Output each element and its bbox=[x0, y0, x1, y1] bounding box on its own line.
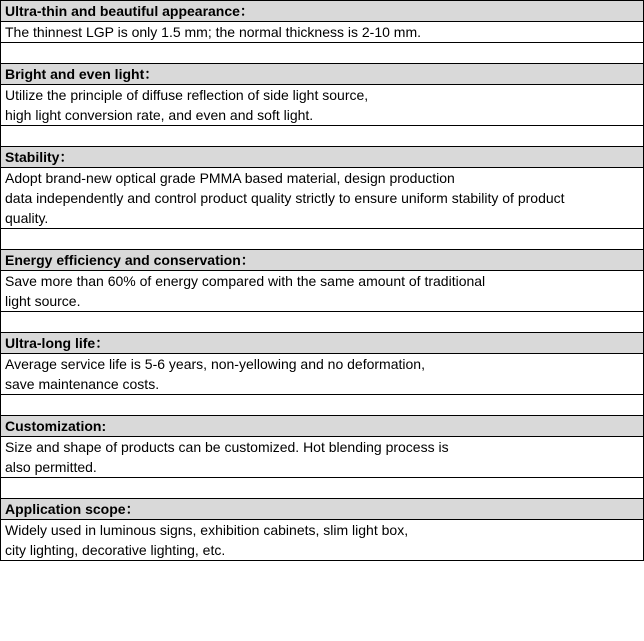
body-line: quality. bbox=[5, 210, 49, 226]
section-heading: Energy efficiency and conservation： bbox=[1, 250, 644, 271]
spacer-cell bbox=[1, 43, 644, 64]
section-header-row bbox=[1, 1, 644, 22]
spacer-cell bbox=[1, 312, 644, 333]
spacer-row bbox=[1, 126, 644, 147]
body-line: Widely used in luminous signs, exhibition cabinets, slim light box, bbox=[5, 522, 409, 538]
body-line: Utilize the principle of diffuse reflection of side light source, bbox=[5, 87, 369, 103]
spacer-row bbox=[1, 478, 644, 499]
spacer-cell bbox=[1, 395, 644, 416]
body-line: save maintenance costs. bbox=[5, 376, 160, 392]
body-line: Save more than 60% of energy compared with the same amount of traditional bbox=[5, 273, 486, 289]
section-body bbox=[1, 271, 644, 312]
body-line: Adopt brand-new optical grade PMMA based material, design production bbox=[5, 170, 455, 186]
section-header-row bbox=[1, 333, 644, 354]
section-body-row bbox=[1, 85, 644, 126]
section-heading: Ultra-thin and beautiful appearance： bbox=[1, 1, 644, 22]
body-line: high light conversion rate, and even and soft light. bbox=[5, 107, 314, 123]
section-body bbox=[1, 437, 644, 478]
body-line: Average service life is 5-6 years, non-yellowing and no deformation, bbox=[5, 356, 425, 372]
spacer-row bbox=[1, 312, 644, 333]
section-header-row bbox=[1, 250, 644, 271]
body-line: light source. bbox=[5, 293, 81, 309]
section-body-row bbox=[1, 520, 644, 561]
body-line: Size and shape of products can be customized. Hot blending process is bbox=[5, 439, 449, 455]
spacer-cell bbox=[1, 126, 644, 147]
section-heading: Stability： bbox=[1, 147, 644, 168]
body-line: city lighting, decorative lighting, etc. bbox=[5, 542, 226, 558]
section-body bbox=[1, 22, 644, 43]
section-body bbox=[1, 168, 644, 229]
section-header-row bbox=[1, 499, 644, 520]
body-line: The thinnest LGP is only 1.5 mm; the normal thickness is 2-10 mm. bbox=[5, 24, 422, 40]
body-line: data independently and control product quality strictly to ensure uniform stability of product bbox=[5, 190, 565, 206]
spacer-cell bbox=[1, 478, 644, 499]
section-header-row bbox=[1, 147, 644, 168]
section-body-row bbox=[1, 168, 644, 229]
section-body-row bbox=[1, 437, 644, 478]
section-header-row bbox=[1, 416, 644, 437]
section-heading: Bright and even light： bbox=[1, 64, 644, 85]
section-body-row bbox=[1, 354, 644, 395]
section-heading: Application scope： bbox=[1, 499, 644, 520]
section-body-row bbox=[1, 271, 644, 312]
section-body bbox=[1, 85, 644, 126]
section-header-row bbox=[1, 64, 644, 85]
spacer-cell bbox=[1, 229, 644, 250]
spacer-row bbox=[1, 395, 644, 416]
section-heading: Ultra-long life： bbox=[1, 333, 644, 354]
section-body bbox=[1, 354, 644, 395]
spacer-row bbox=[1, 229, 644, 250]
section-body-row bbox=[1, 22, 644, 43]
body-line: also permitted. bbox=[5, 459, 97, 475]
section-body bbox=[1, 520, 644, 561]
spacer-row bbox=[1, 43, 644, 64]
section-heading: Customization: bbox=[1, 416, 644, 437]
